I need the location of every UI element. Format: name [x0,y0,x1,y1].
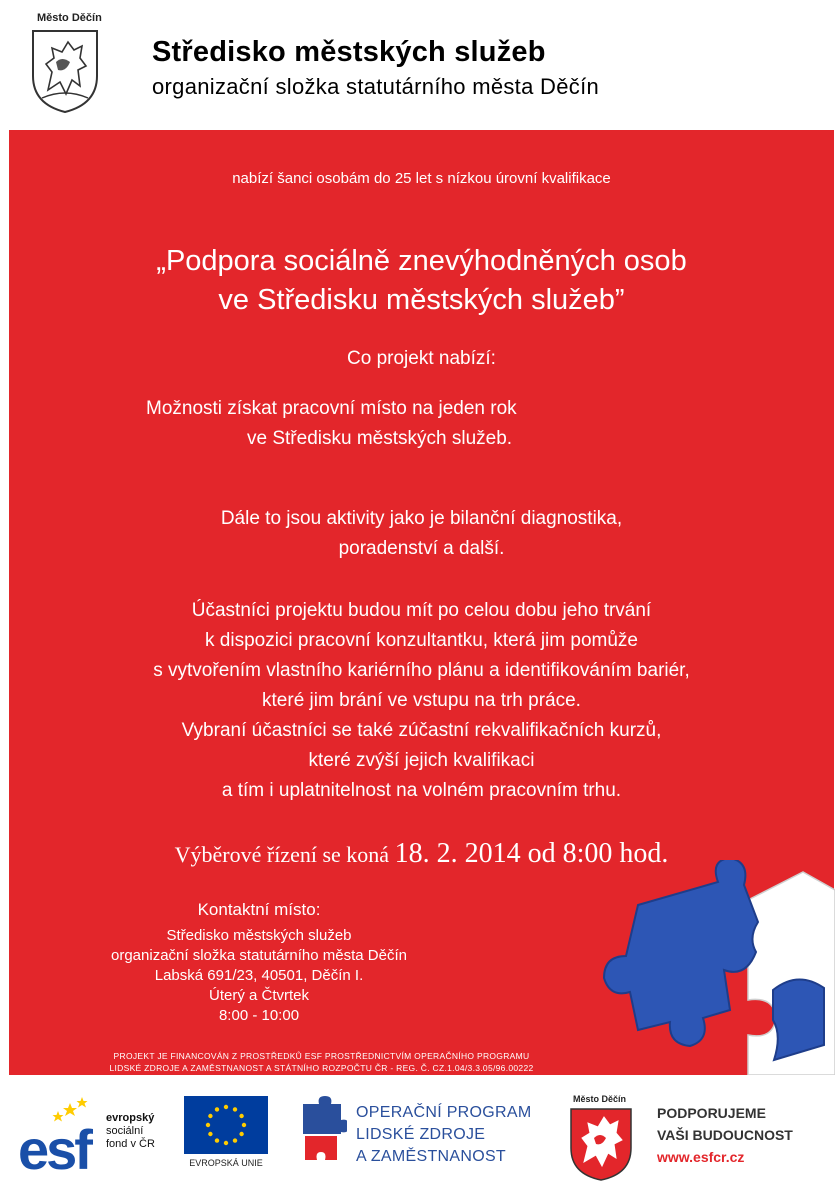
svg-text:esf: esf [18,1118,90,1173]
contact-block [69,900,449,1026]
support-slogan [657,1102,793,1168]
op-program-label [356,1102,532,1168]
selection-date: 18. 2. 2014 od 8:00 hod. [394,838,669,869]
esf-fund-label [106,1112,155,1151]
op-line: LIDSKÉ ZDROJE [356,1126,486,1143]
op-line: OPERAČNÍ PROGRAM [356,1104,532,1121]
eu-flag-icon [184,1096,268,1154]
eu-star-icon [239,1114,243,1118]
paragraph-line: ve Středisku městských služeb. [247,428,513,449]
selection-prefix: Výběrové řízení se koná [174,842,395,867]
eu-star-icon [242,1123,246,1127]
contact-address: Labská 691/23, 40501, Děčín I. [154,967,364,984]
participants-paragraph [9,596,834,806]
esf-line: sociální [106,1125,144,1137]
city-logo-label: Město Děčín [37,12,102,24]
op-puzzle-logo-icon [297,1094,347,1164]
contact-hours: 8:00 - 10:00 [218,1007,300,1024]
contact-name: Středisko městských služeb [166,927,352,944]
contact-org: organizační složka statutárního města Děčín [111,947,407,964]
financing-line: LIDSKÉ ZDROJE A ZAMĚSTNANOST A STÁTNÍHO ROZPOČTU ČR - REG. Č. CZ.1.04/3.3.05/96.00222 [109,1063,534,1073]
support-line: PODPORUJEME [657,1105,766,1121]
eu-star-icon [224,1141,228,1145]
city-logo-label: Město Děčín [573,1094,627,1104]
eu-star-icon [206,1123,210,1127]
esf-line: evropský [106,1112,155,1124]
offer-text: nabízí šanci osobám do 25 let s nízkou úrovní kvalifikace [232,170,611,187]
support-url-link[interactable]: www.esfcr.cz [657,1149,745,1165]
eu-star-icon [208,1132,212,1136]
paragraph-line: které zvýší jejich kvalifikaci [308,750,535,771]
eu-star-icon [208,1114,212,1118]
contact-heading: Kontaktní místo: [197,900,321,919]
city-crest-color-icon [568,1106,634,1182]
section-heading: Co projekt nabízí: [347,348,496,369]
paragraph-line: Účastníci projektu budou mít po celou dobu jeho trvání [191,600,652,621]
eu-star-icon [239,1132,243,1136]
activities-paragraph [9,504,834,564]
eu-star-icon [233,1107,237,1111]
eu-star-icon [224,1105,228,1109]
support-line: VAŠI BUDOUCNOST [657,1127,793,1143]
financing-note [9,1050,634,1074]
paragraph-line: Možnosti získat pracovní místo na jeden rok [146,398,517,419]
headline-line: „Podpora sociálně znevýhodněných osob [156,245,687,277]
eu-star-icon [233,1138,237,1142]
page-subtitle: organizační složka statutárního města Děčín [152,74,600,99]
contact-days: Úterý a Čtvrtek [208,987,310,1004]
paragraph-line: k dispozici pracovní konzultantku, která jim pomůže [205,630,638,651]
eu-star-icon [215,1107,219,1111]
project-headline [9,242,834,320]
esf-line: fond v ČR [106,1138,155,1150]
paragraph-line: poradenství a další. [338,538,505,559]
puzzle-pieces-icon [598,860,835,1075]
city-crest-icon [30,28,100,114]
paragraph-line: a tím i uplatnitelnost na volném pracovním trhu. [221,780,622,801]
page-title: Středisko městských služeb [152,36,546,68]
paragraph-line: které jim brání ve vstupu na trh práce. [262,690,581,711]
op-line: A ZAMĚSTNANOST [356,1148,506,1165]
paragraph-line: Dále to jsou aktivity jako je bilanční diagnostika, [220,508,623,529]
eu-label: EVROPSKÁ UNIE [189,1158,263,1168]
paragraph-line: Vybraní účastníci se také zúčastní rekvalifikačních kurzů, [181,720,662,741]
headline-line: ve Středisku městských služeb” [218,284,625,316]
eu-star-icon [215,1138,219,1142]
financing-line: PROJEKT JE FINANCOVÁN Z PROSTŘEDKŮ ESF PROSTŘEDNICTVÍM OPERAČNÍHO PROGRAMU [113,1051,530,1061]
paragraph-line: s vytvořením vlastního kariérního plánu a identifikováním bariér, [153,660,690,681]
